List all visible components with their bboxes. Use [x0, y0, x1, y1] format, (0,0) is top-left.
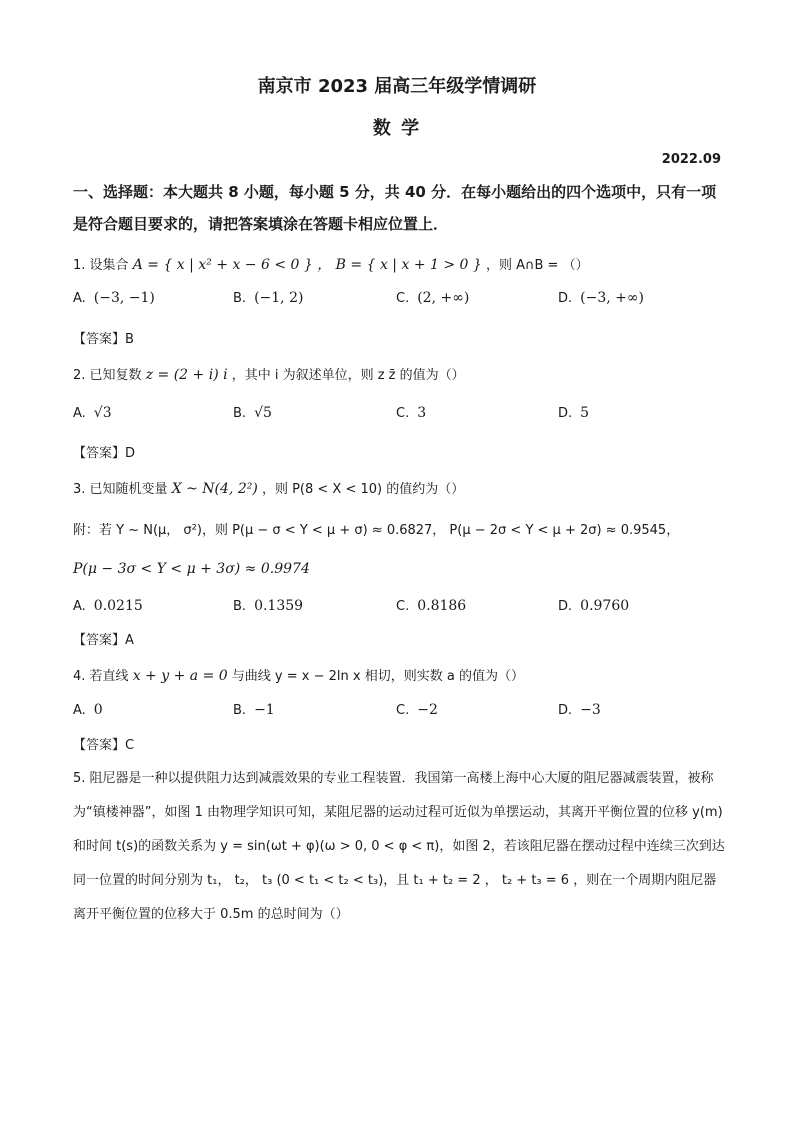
option-c: C. −2	[396, 702, 438, 718]
question-stem-suffix: ，其中 i 为叙述单位，则 z z̄ 的值为（）	[231, 368, 465, 383]
question-stem-math: A = { x | x² + x − 6 < 0 } ， B = { x | x + 1 > 0 }	[132, 257, 482, 273]
answer-2: 【答案】D	[73, 446, 136, 461]
question-stem-prefix: 已知复数	[89, 368, 142, 383]
question-stem-math: X ~ N(4, 2²)	[171, 481, 258, 497]
option-a: A. 0.0215	[73, 598, 143, 614]
option-a: A. (−3, −1)	[73, 290, 155, 306]
option-b: B. √5	[233, 405, 272, 421]
question-stem-suffix: ，则 P(8 < X < 10) 的值约为（）	[261, 482, 465, 497]
option-b: B. 0.1359	[233, 598, 304, 614]
option-c: C. 3	[396, 405, 427, 421]
option-c: C. (2, +∞)	[396, 290, 470, 306]
question-4	[73, 665, 524, 684]
question-number: 1.	[73, 258, 86, 273]
question-3-note-line1: 附：若 Y ~ N(μ， σ²)，则 P(μ − σ < Y < μ + σ) ≈ 0.6827， P(μ − 2σ < Y < μ + 2σ) ≈ 0.9545，	[73, 523, 680, 538]
option-a: A. √3	[73, 405, 112, 421]
answer-1: 【答案】B	[73, 332, 134, 347]
question-2	[73, 364, 465, 383]
subject-title: 数 学	[372, 118, 422, 139]
question-stem-prefix: 已知随机变量	[89, 482, 168, 497]
exam-date: 2022.09	[661, 152, 721, 167]
question-number: 3.	[73, 482, 86, 497]
document-title: 南京市 2023 届高三年级学情调研	[257, 76, 537, 97]
question-number: 2.	[73, 368, 86, 383]
option-d: D. 0.9760	[558, 598, 630, 614]
section-heading: 一、选择题：本大题共 8 小题，每小题 5 分，共 40 分．在每小题给出的四个选项中，只有一项是符合题目要求的，请把答案填涂在答题卡相应位置上．	[73, 183, 717, 233]
question-number: 4.	[73, 669, 86, 684]
option-d: D. 5	[558, 405, 590, 421]
question-stem-prefix: 若直线	[89, 669, 129, 684]
question-3	[73, 478, 464, 497]
option-d: D. −3	[558, 702, 601, 718]
option-d: D. (−3, +∞)	[558, 290, 645, 306]
option-a: A. 0	[73, 702, 103, 718]
question-stem-math: z = (2 + i) i	[145, 367, 228, 383]
question-5: 5. 阻尼器是一种以提供阻力达到减震效果的专业工程装置．我国第一高楼上海中心大厦的阻尼器减震装置，被称为“镇楼神器”，如图 1 由物理学知识可知，某阻尼器的运动过程可近似为单摆运动，其离开平衡位置的位移 y(m)和时间 t(s)的函数关系为 y = sin(ωt + φ)(ω > 0, 0 < φ < π)，如图 2，若该阻尼器在摆动过程中连续三次到达同一位置的时间分别为 t₁， t₂， t₃ (0 < t₁ < t₂ < t₃)，且 t₁ + t₂ = 2 ， t₂ + t₃ = 6 ，则在一个周期内阻尼器离开平衡位置的位移大于 0.5m 的总时间为（）	[73, 771, 725, 922]
question-1	[73, 254, 589, 274]
question-stem-prefix: 设集合	[89, 258, 129, 273]
question-stem-suffix: 与曲线 y = x − 2ln x 相切，则实数 a 的值为（）	[231, 669, 524, 684]
option-b: B. −1	[233, 702, 275, 718]
option-c: C. 0.8186	[396, 598, 467, 614]
question-3-note-line2: P(μ − 3σ < Y < μ + 3σ) ≈ 0.9974	[73, 561, 310, 577]
answer-3: 【答案】A	[73, 633, 134, 648]
question-stem-suffix: ，则 A∩B = （）	[485, 258, 589, 273]
option-b: B. (−1, 2)	[233, 290, 304, 306]
answer-4: 【答案】C	[73, 738, 135, 753]
question-stem-math: x + y + a = 0	[132, 668, 228, 684]
